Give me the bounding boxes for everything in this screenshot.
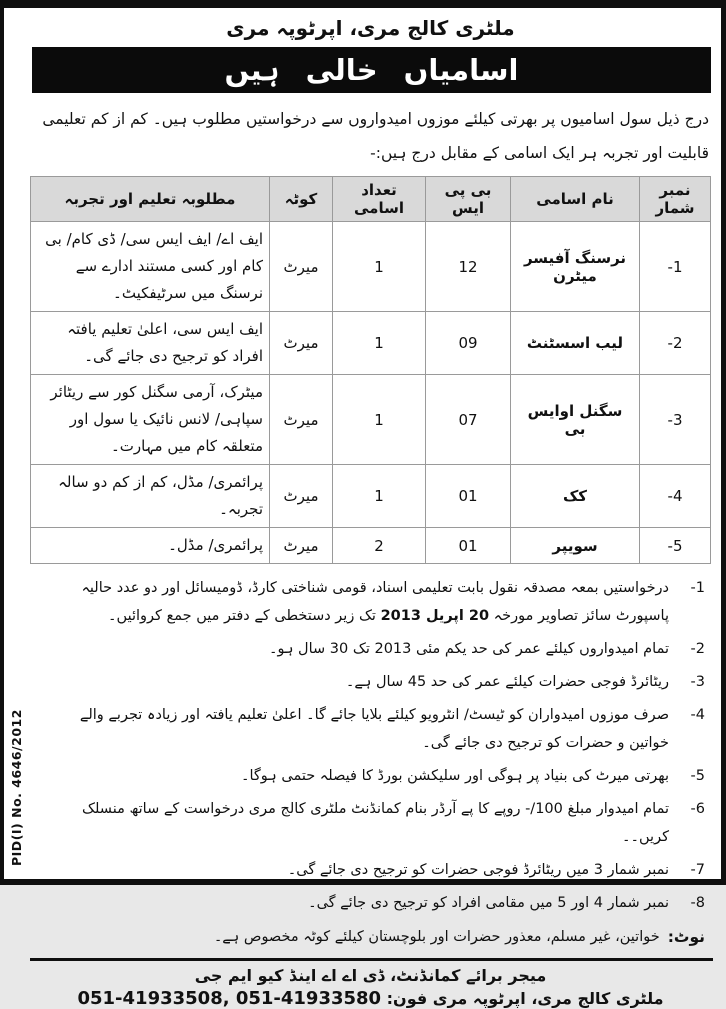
requirements-cell: میٹرک، آرمی سگنل کور سے ریٹائر سپاہی/ لانس نائیک یا سول اور متعلقہ کام میں مہارت۔ bbox=[31, 375, 270, 465]
note-text: نمبر شمار 4 اور 5 میں مقامی افراد کو ترجیح دی جائے گی۔ bbox=[308, 895, 669, 911]
quota-cell: میرٹ bbox=[270, 312, 333, 375]
ad-content bbox=[24, 8, 717, 1009]
note-text: ریٹائرڈ فوجی حضرات کیلئے عمر کی حد 45 سال ہے۔ bbox=[345, 674, 669, 690]
footer bbox=[24, 966, 717, 1009]
requirements-cell: ایف اے/ ایف ایس سی/ ڈی کام/ بی کام اور کسی مستند ادارے سے نرسنگ میں سرٹیفکیٹ۔ bbox=[31, 222, 270, 312]
post-name-cell: نرسنگ آفیسر میٹرن bbox=[511, 222, 640, 312]
note-text: صرف موزوں امیدواران کو ٹیسٹ/ انٹرویو کیلئے بلایا جائے گا۔ اعلیٰ تعلیم یافتہ اور زیادہ تجربے والے خواتین و حضرات کو ترجیح دی جائے گی۔ bbox=[79, 707, 669, 751]
serial-cell: 3- bbox=[640, 375, 711, 465]
conditions-list bbox=[36, 574, 705, 917]
note-number: 3- bbox=[690, 674, 705, 690]
page-title: ملٹری کالج مری، اپرٹوپہ مری bbox=[226, 16, 515, 40]
list-item bbox=[36, 795, 705, 851]
note-text: بھرتی میرٹ کی بنیاد پر ہوگی اور سلیکشن بورڈ کا فیصلہ حتمی ہوگا۔ bbox=[240, 768, 669, 784]
post-count-cell: 1 bbox=[333, 375, 426, 465]
special-note bbox=[36, 924, 705, 950]
header-quota: کوٹہ bbox=[270, 177, 333, 222]
header-serial: نمبر شمار bbox=[640, 177, 711, 222]
note-text: نمبر شمار 3 میں ریٹائرڈ فوجی حضرات کو ترجیح دی جائے گی۔ bbox=[287, 862, 669, 878]
note-number: 5- bbox=[690, 768, 705, 784]
quota-cell: میرٹ bbox=[270, 528, 333, 564]
serial-cell: 5- bbox=[640, 528, 711, 564]
list-item bbox=[36, 889, 705, 917]
serial-cell: 4- bbox=[640, 465, 711, 528]
list-item bbox=[36, 635, 705, 663]
quota-cell: میرٹ bbox=[270, 465, 333, 528]
signature-line: میجر برائے کمانڈنٹ، ڈی اے اے اینڈ کیو ایم جی bbox=[194, 966, 547, 985]
table-row bbox=[31, 465, 711, 528]
post-name-cell: سویپر bbox=[511, 528, 640, 564]
header-requirements: مطلوبہ تعلیم اور تجربہ bbox=[31, 177, 270, 222]
bps-cell: 12 bbox=[426, 222, 511, 312]
vacancy-banner-text: اسامیاں خالی ہیں bbox=[224, 53, 519, 87]
note-text bbox=[36, 574, 669, 630]
special-note-text: خواتین، غیر مسلم، معذور حضرات اور بلوچستان کیلئے کوٹہ مخصوص ہے۔ bbox=[213, 929, 660, 945]
serial-cell: 1- bbox=[640, 222, 711, 312]
post-count-cell: 1 bbox=[333, 465, 426, 528]
requirements-cell: پرائمری/ مڈل، کم از کم دو سالہ تجربہ۔ bbox=[31, 465, 270, 528]
note-number: 8- bbox=[690, 895, 705, 911]
post-count-cell: 1 bbox=[333, 312, 426, 375]
bps-cell: 01 bbox=[426, 465, 511, 528]
header-post-name: نام اسامی bbox=[511, 177, 640, 222]
intro-paragraph: درج ذیل سول اسامیوں پر بھرتی کیلئے موزوں امیدواروں سے درخواستیں مطلوب ہیں۔ کم از کم تعلیمی قابلیت اور تجربہ ہر ایک اسامی کے مقابل درج ہیں:- bbox=[42, 110, 709, 162]
list-item bbox=[36, 668, 705, 696]
table-row bbox=[31, 312, 711, 375]
table-row bbox=[31, 375, 711, 465]
bps-cell: 07 bbox=[426, 375, 511, 465]
note-number: 1- bbox=[690, 580, 705, 596]
note-number: 7- bbox=[690, 862, 705, 878]
table-header-row bbox=[31, 177, 711, 222]
post-count-cell: 2 bbox=[333, 528, 426, 564]
post-name-cell: کک bbox=[511, 465, 640, 528]
quota-cell: میرٹ bbox=[270, 375, 333, 465]
note-text: تمام امیدواروں کیلئے عمر کی حد یکم مئی 2013 تک 30 سال ہو۔ bbox=[268, 641, 669, 657]
pid-number: PID(I) No. 4646/2012 bbox=[9, 709, 24, 866]
table-row bbox=[31, 222, 711, 312]
list-item bbox=[36, 701, 705, 757]
post-name-cell: لیب اسسٹنٹ bbox=[511, 312, 640, 375]
special-note-label: نوٹ: bbox=[667, 928, 705, 946]
list-item bbox=[36, 856, 705, 884]
table-row bbox=[31, 528, 711, 564]
post-name-cell: سگنل اوایس بی bbox=[511, 375, 640, 465]
list-item bbox=[36, 762, 705, 790]
quota-cell: میرٹ bbox=[270, 222, 333, 312]
post-count-cell: 1 bbox=[333, 222, 426, 312]
header-bps: بی پی ایس bbox=[426, 177, 511, 222]
note-number: 4- bbox=[690, 707, 705, 723]
bps-cell: 09 bbox=[426, 312, 511, 375]
note-text-part: درخواستیں بمعہ مصدقہ نقول بابت تعلیمی اسناد، قومی شناختی کارڈ، ڈومیسائل اور دو عدد حالیہ پاسپورٹ سائز تصاویر مورخہ bbox=[81, 580, 669, 624]
phone-numbers: 051-41933508, 051-41933580 bbox=[77, 988, 382, 1009]
note-date-bold: 20 اپریل 2013 bbox=[380, 608, 490, 624]
footer-divider bbox=[30, 958, 713, 961]
list-item bbox=[36, 574, 705, 630]
header-post-count: تعداد اسامی bbox=[333, 177, 426, 222]
vacancies-table bbox=[30, 176, 711, 564]
contact-label: ملٹری کالج مری، اپرٹوپہ مری فون: bbox=[386, 989, 664, 1008]
requirements-cell: پرائمری/ مڈل۔ bbox=[31, 528, 270, 564]
note-text: تمام امیدوار مبلغ 100/- روپے کا پے آرڈر بنام کمانڈنٹ ملٹری کالج مری درخواست کے ساتھ منسلک کریں۔۔ bbox=[81, 801, 669, 845]
bps-cell: 01 bbox=[426, 528, 511, 564]
note-number: 2- bbox=[690, 641, 705, 657]
serial-cell: 2- bbox=[640, 312, 711, 375]
contact-line bbox=[24, 988, 717, 1009]
vacancy-banner bbox=[32, 47, 711, 93]
note-number: 6- bbox=[690, 801, 705, 817]
note-text-part: تک زیر دستخطی کے دفتر میں جمع کروائیں۔ bbox=[108, 608, 376, 624]
requirements-cell: ایف ایس سی، اعلیٰ تعلیم یافتہ افراد کو ترجیح دی جائے گی۔ bbox=[31, 312, 270, 375]
